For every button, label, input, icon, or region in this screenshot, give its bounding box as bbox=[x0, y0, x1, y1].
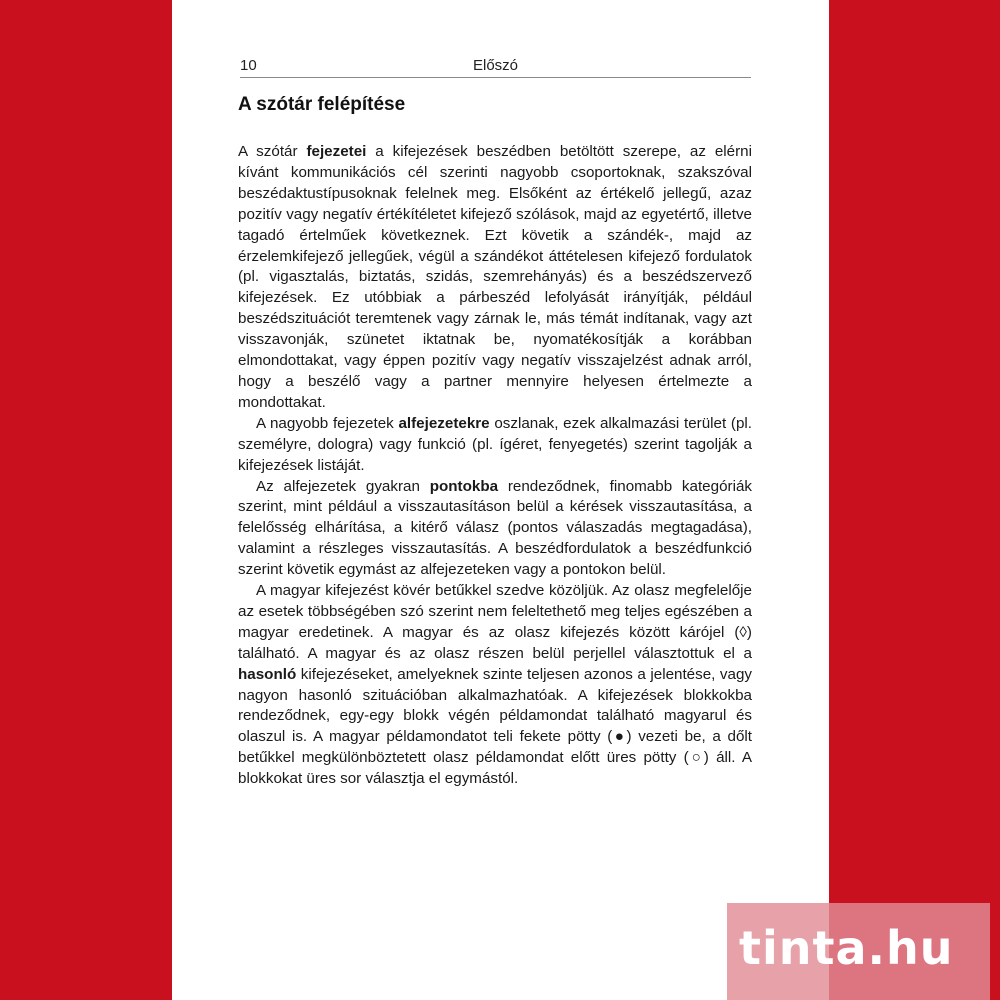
text-run: oszlanak, ezek alkalmazási terület (pl. személyre, dologra) vagy funkció (pl. ígéret, fenyegetés) szerint tagolják a kifejezések listáját. bbox=[238, 414, 752, 474]
running-head bbox=[240, 57, 751, 78]
section-name: Előszó bbox=[472, 57, 519, 74]
watermark-text: tinta.hu bbox=[739, 921, 954, 975]
paragraph bbox=[238, 142, 752, 414]
bold-term: hasonló bbox=[238, 665, 297, 683]
paragraph bbox=[238, 414, 752, 477]
watermark bbox=[727, 903, 990, 1000]
text-run: rendeződnek, finomabb kategóriák szerint, mint például a visszautasításon belül a kérések visszautasítása, a felelősség elhárítása, a kitérő válasz (pontos válaszadás megtagadása), valamint a részleges visszautasítás. A beszédfordulatok a beszédfunkció szerint követik egymást az alfejezeteken vagy a pontokon belül. bbox=[238, 477, 752, 579]
text-run: A szótár bbox=[238, 143, 307, 160]
paragraph bbox=[238, 581, 752, 790]
section-title: A szótár felépítése bbox=[238, 94, 406, 115]
text-run: A nagyobb fejezetek bbox=[256, 414, 399, 432]
text-run: kifejezéseket, amelyeknek szinte teljesen azonos a jelentése, vagy nagyon hasonló szituációban alkalmazhatóak. A kifejezések blokkokba rendeződnek, egy-egy blokk végén példamondat található magyarul és olaszul is. A magyar példamondatot teli fekete pötty (●) vezeti be, a dőlt betűkkel megkülönböztetett olasz példamondat előtt üres pötty (○) áll. A blokkokat üres sor választja el egymástól. bbox=[238, 665, 752, 788]
page-number: 10 bbox=[240, 57, 257, 74]
book-page bbox=[172, 0, 829, 1000]
paragraph bbox=[238, 477, 752, 582]
text-run: Az alfejezetek gyakran bbox=[256, 477, 430, 495]
body-text bbox=[238, 142, 752, 790]
text-run: a kifejezések beszédben betöltött szerepe, az elérni kívánt kommunikációs cél szerinti nagyobb csoportoknak, szakszóval beszédaktustípusoknak felelnek meg. Elsőként az értékelő jellegű, azaz pozitív vagy negatív értékítéletet kifejező szólások, majd az egyetértő, illetve tagadó értelműek következnek. Ezt követik a szándék-, majd az érzelemkifejező jellegűek, végül a szándékot áttételesen kifejező fordulatok (pl. vigasztalás, biztatás, szidás, szemrehányás) és a beszédszervező kifejezések. Ez utóbbiak a párbeszéd lefolyását irányítják, például beszédszituációt teremtenek vagy zárnak le, más témát indítanak, vagy azt visszavonják, szünetet iktatnak be, nyomatékosítják a korábban elmondottakat, vagy éppen pozitív vagy negatív visszajelzést adnak arról, hogy a beszélő vagy a partner mennyire helyesen értelmezte a mondottakat. bbox=[238, 143, 752, 411]
text-run: A magyar kifejezést kövér betűkkel szedve közöljük. Az olasz megfelelője az esetek többségében szó szerint nem feleltethető meg teljes egészében a magyar eredetinek. A magyar és az olasz kifejezés között kárójel (◊) található. A magyar és az olasz részen belül perjellel választottuk el a bbox=[238, 582, 752, 662]
bold-term: alfejezetekre bbox=[398, 414, 490, 432]
bold-term: pontokba bbox=[429, 477, 499, 495]
bold-term: fejezetei bbox=[306, 143, 367, 160]
